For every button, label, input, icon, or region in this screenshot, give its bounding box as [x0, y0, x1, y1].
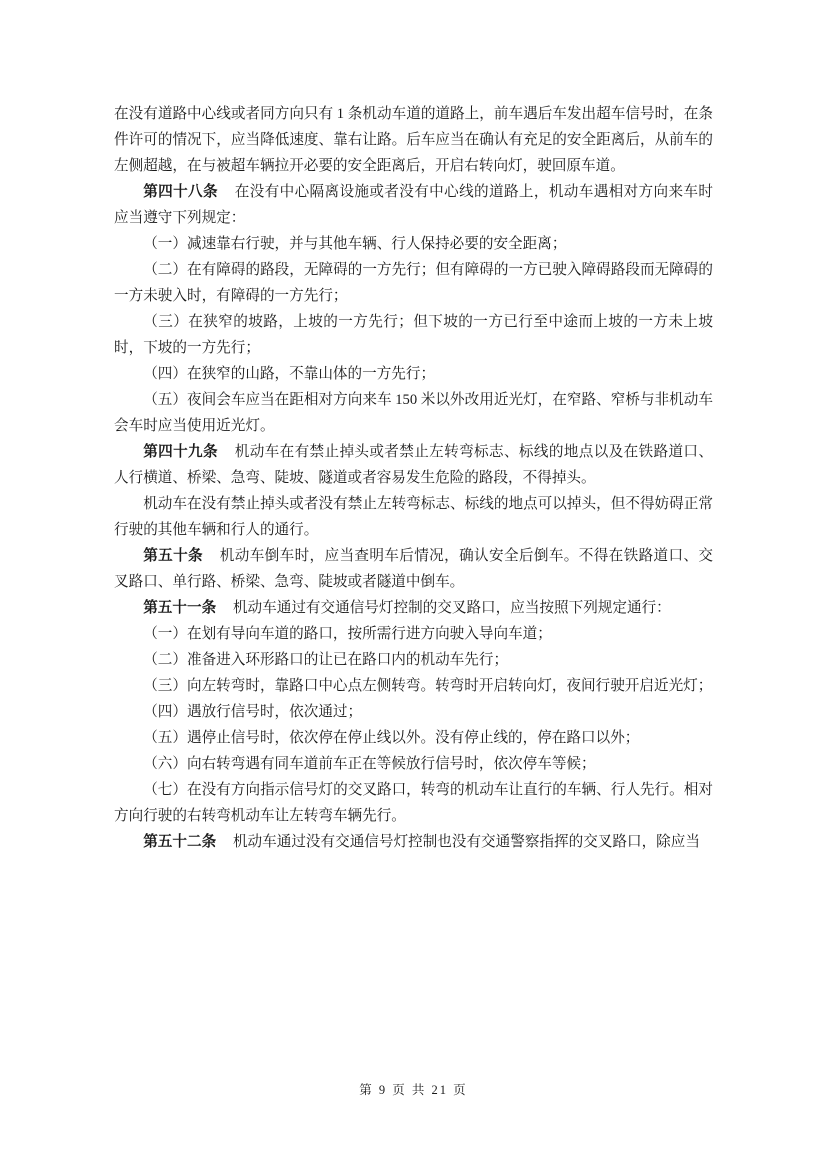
- article-52-number: 第五十二条: [143, 834, 217, 850]
- article-52-heading-paragraph: [114, 829, 713, 855]
- article-48-item-2: （二）在有障碍的路段，无障碍的一方先行；但有障碍的一方已驶入障碍路段而无障碍的一方未驶入时，有障碍的一方先行；: [114, 262, 713, 304]
- article-49-number: 第四十九条: [143, 444, 218, 460]
- continuation-paragraph: 在没有道路中心线或者同方向只有 1 条机动车道的道路上，前车遇后车发出超车信号时，在条件许可的情况下，应当降低速度、靠右让路。后车应当在确认有充足的安全距离后，从前车的左侧超越，在与被超车辆拉开必要的安全距离后，开启右转向灯，驶回原车道。: [114, 106, 713, 174]
- article-48-item-4: （四）在狭窄的山路，不靠山体的一方先行；: [143, 366, 436, 382]
- article-50-number: 第五十条: [143, 548, 204, 564]
- article-51-heading-paragraph: [114, 595, 713, 621]
- article-51-number: 第五十一条: [143, 600, 217, 616]
- article-51-item-1: （一）在划有导向车道的路口，按所需行进方向驶入导向车道；: [143, 626, 552, 642]
- article-48-item-5: （五）夜间会车应当在距相对方向来车 150 米以外改用近光灯，在窄路、窄桥与非机动车会车时应当使用近光灯。: [114, 392, 713, 434]
- article-48-number: 第四十八条: [143, 184, 218, 200]
- article-48-item-1: （一）减速靠右行驶，并与其他车辆、行人保持必要的安全距离；: [143, 236, 567, 252]
- article-51-item-2: （二）准备进入环形路口的让已在路口内的机动车先行；: [143, 652, 509, 668]
- article-51-item-5: （五）遇停止信号时，依次停在停止线以外。没有停止线的，停在路口以外；: [143, 730, 640, 746]
- article-49-intro-text: 机动车在有禁止掉头或者禁止左转弯标志、标线的地点以及在铁路道口、人行横道、桥梁、急弯、陡坡、隧道或者容易发生危险的路段，不得掉头。: [114, 444, 713, 486]
- article-51-item-6: （六）向右转弯遇有同车道前车正在等候放行信号时，依次停车等候；: [143, 756, 596, 772]
- article-52-intro-text: 机动车通过没有交通信号灯控制也没有交通警察指挥的交叉路口，除应当: [232, 834, 700, 850]
- article-48-item-3: （三）在狭窄的坡路，上坡的一方先行；但下坡的一方已行至中途而上坡的一方未上坡时，下坡的一方先行；: [114, 314, 713, 356]
- article-51-item-4: （四）遇放行信号时，依次通过；: [143, 704, 363, 720]
- article-49-paragraph-2: 机动车在没有禁止掉头或者没有禁止左转弯标志、标线的地点可以掉头，但不得妨碍正常行驶的其他车辆和行人的通行。: [114, 496, 713, 538]
- article-51-item-7: （七）在没有方向指示信号灯的交叉路口，转弯的机动车让直行的车辆、行人先行。相对方向行驶的右转弯机动车让左转弯车辆先行。: [114, 782, 713, 824]
- article-50-intro-text: 机动车倒车时，应当查明车后情况，确认安全后倒车。不得在铁路道口、交叉路口、单行路、桥梁、急弯、陡坡或者隧道中倒车。: [114, 548, 713, 590]
- article-51-intro-text: 机动车通过有交通信号灯控制的交叉路口，应当按照下列规定通行：: [232, 600, 671, 616]
- page-content: [114, 101, 713, 855]
- article-51-item-3: （三）向左转弯时，靠路口中心点左侧转弯。转弯时开启转向灯，夜间行驶开启近光灯；: [143, 678, 713, 694]
- page-footer: 第 9 页 共 21 页: [359, 1083, 468, 1097]
- article-50-heading-paragraph: [114, 543, 713, 595]
- article-49-heading-paragraph: [114, 439, 713, 491]
- article-48-intro-text: 在没有中心隔离设施或者没有中心线的道路上，机动车遇相对方向来车时应当遵守下列规定：: [114, 184, 713, 226]
- article-48-heading-paragraph: [114, 179, 713, 231]
